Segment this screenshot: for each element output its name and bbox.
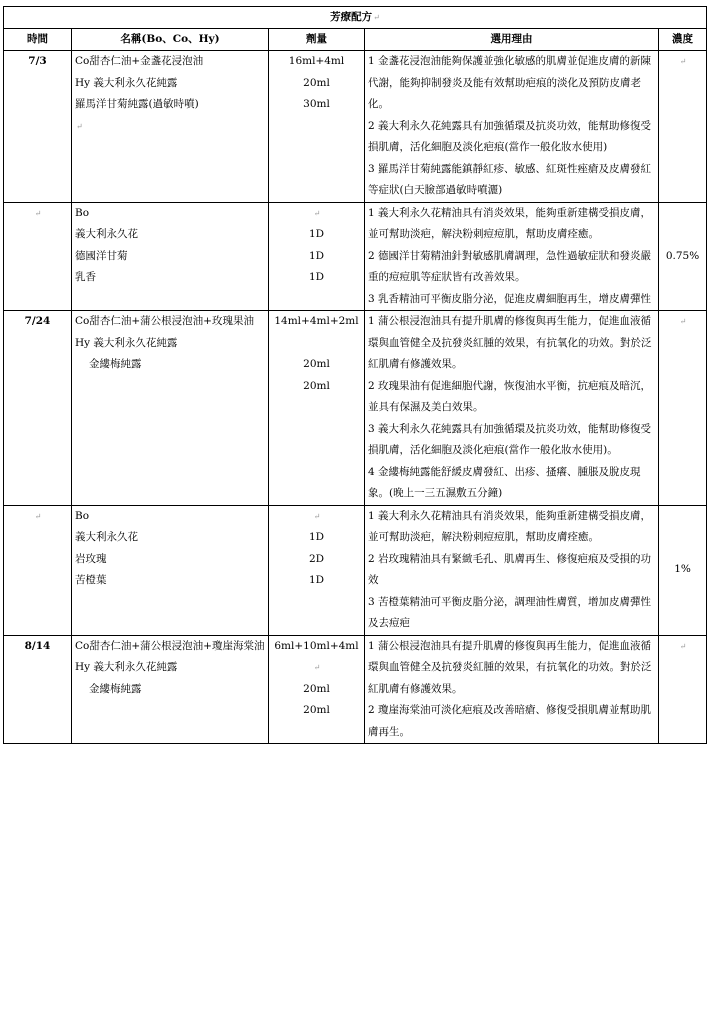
ingredient-name: 乳香 [75,271,96,283]
table-row [4,51,707,203]
ingredient-name: ↵ [76,121,83,131]
name-cell [72,505,269,635]
name-cell [72,51,269,203]
ingredient-name: Co甜杏仁油+金盞花浸泡油 [75,55,204,67]
reason-text: 1 蒲公根浸泡油具有提升肌膚的修復與再生能力，促進血液循環與血管健全及抗發炎紅腫的效果，有抗氧化的功效。對於泛紅肌膚有修護效果。 [368,315,652,370]
concentration-cell: ↵ [659,311,707,506]
reason-text: 1 蒲公根浸泡油具有提升肌膚的修復與再生能力，促進血液循環與血管健全及抗發炎紅腫的效果，有抗氧化的功效。對於泛紅肌膚有修護效果。 [368,639,652,695]
reason-cell [365,202,659,311]
amount-cell [269,635,365,744]
concentration-cell: 0.75% [659,202,707,311]
header-concentration: 濃度 [659,29,707,51]
date-cell: ↵ [4,202,72,311]
ingredient-name: Hy 義大利永久花純露 [75,336,178,349]
table-row [4,505,707,635]
reason-text: 3 乳香精油可平衡皮脂分泌，促進皮膚細胞再生，增皮膚彈性 [368,292,652,305]
amount-value: 14ml+4ml+2ml [274,315,359,327]
reason-text: 3 苦橙葉精油可平衡皮脂分泌，調理油性膚質，增加皮膚彈性及去痘疤 [368,595,652,629]
ingredient-name: 羅馬洋甘菊純露(過敏時噴) [75,98,199,110]
amount-value: 1D [308,574,325,586]
ingredient-name: Bo [75,206,90,219]
concentration-cell: ↵ [659,51,707,203]
ingredient-name: 岩玫瑰 [75,552,107,565]
name-cell [72,635,269,744]
header-name: 名稱(Bo、Co、Hy) [72,29,269,51]
amount-value: 30ml [303,98,330,110]
date-cell: 7/24 [4,311,72,506]
amount-cell [269,51,365,203]
reason-text: 2 玫瑰果油有促進細胞代謝，恢復油水平衡，抗疤痕及暗沉，並具有保濕及美白效果。 [368,379,652,413]
amount-cell [269,202,365,311]
reason-text: 2 岩玫瑰精油具有緊緻毛孔、肌膚再生、修復疤痕及受損的功效 [368,552,652,586]
reason-cell [365,635,659,744]
reason-text: 3 義大利永久花純露具有加強循環及抗炎功效，能幫助修復受損肌膚，活化細胞及淡化疤痕(當作一般化妝水使用)。 [368,422,652,456]
date-cell: 8/14 [4,635,72,744]
reason-text: 2 德國洋甘菊精油針對敏感肌膚調理，急性過敏症狀和發炎嚴重的痘痘肌等症狀皆有改善效果。 [368,249,652,283]
reason-text: 3 羅馬洋甘菊純露能鎮靜紅疹、敏感、紅斑性痤瘡及皮膚發紅等症狀(白天臉部過敏時噴灑) [368,162,652,196]
amount-value: 6ml+10ml+4ml [274,639,359,652]
date-cell: ↵ [4,505,72,635]
reason-text: 2 瓊崖海棠油可淡化疤痕及改善暗瘡、修復受損肌膚並幫助肌膚再生。 [368,704,652,738]
amount-value: 20ml [303,379,330,392]
amount-value: 2D [308,552,325,565]
ingredient-name: 義大利永久花 [75,228,138,240]
reason-text: 1 義大利永久花精油具有消炎效果，能夠重新建構受損皮膚，並可幫助淡疤，解決粉刺痘痘肌，幫助皮膚痊癒。 [368,206,652,240]
ingredient-name: Hy 義大利永久花純露 [75,661,178,673]
header-date: 時間 [4,29,72,51]
title-row [4,7,707,29]
amount-cell [269,505,365,635]
amount-value: 20ml [303,76,330,89]
ingredient-name: 苦橙葉 [75,574,107,586]
amount-cell [269,311,365,506]
reason-cell [365,505,659,635]
amount-value: 1D [308,249,325,262]
amount-value: 1D [308,531,325,543]
reason-text: 2 義大利永久花純露具有加強循環及抗炎功效，能幫助修復受損肌膚，活化細胞及淡化疤痕(當作一般化妝水使用) [368,119,652,153]
ingredient-name: Hy 義大利永久花純露 [75,76,178,89]
reason-text: 1 義大利永久花精油具有消炎效果，能夠重新建構受損皮膚，並可幫助淡疤，解決粉刺痘痘肌，幫助皮膚痊癒。 [368,509,652,543]
amount-value: ↵ [313,663,321,672]
concentration-cell: ↵ [659,635,707,744]
amount-value: 20ml [303,704,330,716]
aromatherapy-formula-table [3,6,707,744]
amount-value: 1D [308,271,325,283]
amount-value: 1D [308,228,325,240]
table-row [4,635,707,744]
name-cell [72,311,269,506]
reason-cell [365,311,659,506]
ingredient-name: Co甜杏仁油+蒲公根浸泡油+玫瑰果油 [75,315,254,327]
table-row [4,311,707,506]
amount-value: 20ml [303,358,330,370]
reason-cell [365,51,659,203]
header-row [4,29,707,51]
ingredient-name: 義大利永久花 [75,531,138,543]
date-cell: 7/3 [4,51,72,203]
amount-value: 20ml [303,682,330,695]
amount-value: ↵ [313,208,321,218]
concentration-cell: 1% [659,505,707,635]
header-amount: 劑量 [269,29,365,51]
header-reason: 選用理由 [365,29,659,51]
amount-value [272,333,361,355]
amount-value: 16ml+4ml [288,55,345,67]
amount-value: ↵ [313,511,321,521]
table-title: 芳療配方↵ [4,7,707,29]
table-row [4,202,707,311]
ingredient-name: 金縷梅純露 [89,358,142,370]
reason-text: 1 金盞花浸泡油能夠保護並強化敏感的肌膚並促進皮膚的新陳代謝，能夠抑制發炎及能有效幫助疤痕的淡化及預防皮膚老化。 [368,55,652,110]
name-cell [72,202,269,311]
ingredient-name: 金縷梅純露 [89,682,142,695]
ingredient-name: Co甜杏仁油+蒲公根浸泡油+瓊崖海棠油 [75,639,265,652]
ingredient-name: Bo [75,509,90,522]
ingredient-name: 德國洋甘菊 [75,249,128,262]
reason-text: 4 金縷梅純露能舒緩皮膚發紅、出疹、搔癢、腫脹及脫皮現象。(晚上一三五濕敷五分鐘) [368,465,641,499]
